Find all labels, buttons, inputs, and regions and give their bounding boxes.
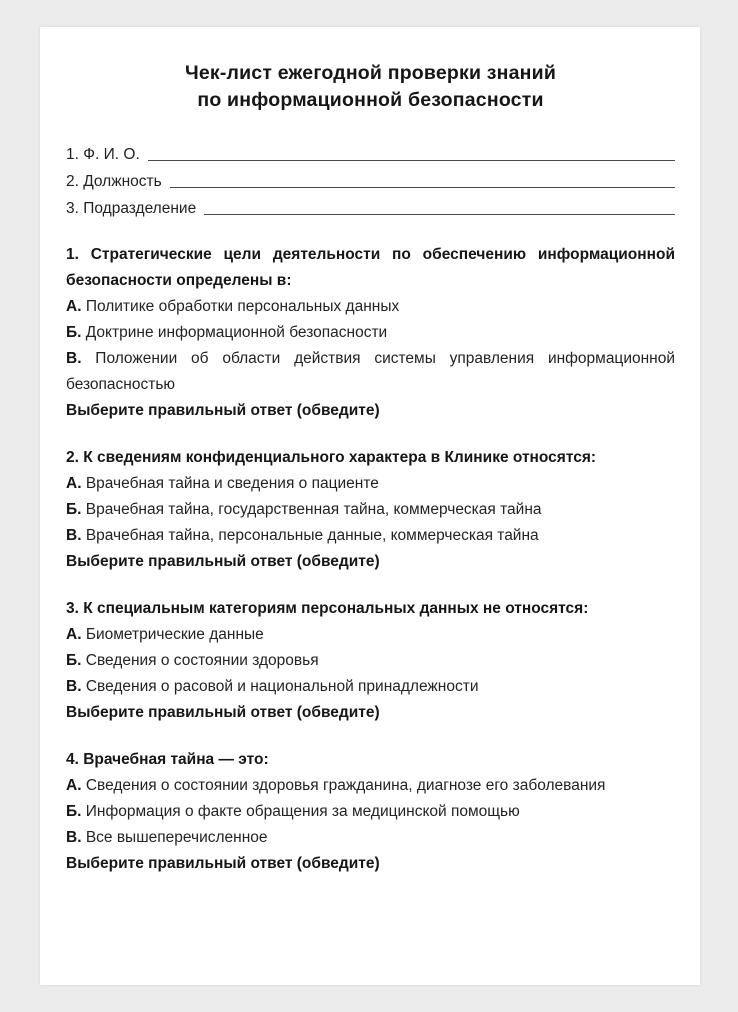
option-letter: В. xyxy=(66,527,82,544)
option-text: Политике обработки персональных данных xyxy=(85,298,400,315)
question-4-option-v xyxy=(66,825,675,851)
field-row-position xyxy=(66,167,675,194)
option-letter: Б. xyxy=(66,803,82,820)
option-letter: А. xyxy=(66,777,82,794)
document-page xyxy=(40,27,700,985)
option-text: Положении об области действия системы управления информационной безопасностью xyxy=(66,350,675,393)
question-2-option-a xyxy=(66,471,675,497)
document-title xyxy=(66,60,675,114)
question-3-heading: 3. К специальным категориям персональных данных не относятся: xyxy=(66,600,589,617)
option-text: Сведения о состоянии здоровья xyxy=(85,652,319,669)
field-label-department: 3. Подразделение xyxy=(66,200,197,217)
option-text: Информация о факте обращения за медицинской помощью xyxy=(85,803,520,820)
option-letter: В. xyxy=(66,350,82,367)
option-text: Сведения о расовой и национальной принадлежности xyxy=(85,678,479,695)
question-1-heading: 1. Стратегические цели деятельности по обеспечению информационной безопасности определены в: xyxy=(66,246,675,289)
question-1-option-a xyxy=(66,294,675,320)
option-letter: А. xyxy=(66,475,82,492)
option-text: Все вышеперечисленное xyxy=(85,829,268,846)
question-4-option-b xyxy=(66,799,675,825)
option-text: Врачебная тайна и сведения о пациенте xyxy=(85,475,379,492)
question-4-instruction: Выберите правильный ответ (обведите) xyxy=(66,855,380,872)
question-4 xyxy=(66,747,675,877)
option-text: Доктрине информационной безопасности xyxy=(85,324,388,341)
question-2-option-v xyxy=(66,523,675,549)
question-4-option-a xyxy=(66,773,675,799)
option-letter: В. xyxy=(66,678,82,695)
option-letter: А. xyxy=(66,298,82,315)
field-blank-line-position xyxy=(170,187,675,188)
field-row-fio xyxy=(66,140,675,167)
field-label-fio: 1. Ф. И. О. xyxy=(66,146,140,163)
personal-fields xyxy=(66,140,675,221)
option-letter: А. xyxy=(66,626,82,643)
question-4-heading: 4. Врачебная тайна — это: xyxy=(66,751,269,768)
question-1 xyxy=(66,242,675,424)
question-1-option-v xyxy=(66,346,675,398)
question-3-option-a xyxy=(66,622,675,648)
question-3 xyxy=(66,596,675,726)
question-1-instruction: Выберите правильный ответ (обведите) xyxy=(66,402,380,419)
option-text: Врачебная тайна, государственная тайна, коммерческая тайна xyxy=(85,501,542,518)
option-letter: В. xyxy=(66,829,82,846)
question-2-option-b xyxy=(66,497,675,523)
field-blank-line-department xyxy=(204,214,675,215)
question-2-instruction: Выберите правильный ответ (обведите) xyxy=(66,553,380,570)
question-2 xyxy=(66,445,675,575)
option-letter: Б. xyxy=(66,324,82,341)
question-3-option-v xyxy=(66,674,675,700)
question-3-instruction: Выберите правильный ответ (обведите) xyxy=(66,704,380,721)
field-label-position: 2. Должность xyxy=(66,173,162,190)
option-letter: Б. xyxy=(66,652,82,669)
option-text: Врачебная тайна, персональные данные, коммерческая тайна xyxy=(85,527,539,544)
document-content xyxy=(40,27,700,877)
document-title-line-2: по информационной безопасности xyxy=(197,89,544,111)
question-1-option-b xyxy=(66,320,675,346)
question-2-heading: 2. К сведениям конфиденциального характера в Клинике относятся: xyxy=(66,449,597,466)
option-letter: Б. xyxy=(66,501,82,518)
field-blank-line-fio xyxy=(148,160,675,161)
option-text: Сведения о состоянии здоровья гражданина, диагнозе его заболевания xyxy=(85,777,606,794)
option-text: Биометрические данные xyxy=(85,626,264,643)
question-3-option-b xyxy=(66,648,675,674)
field-row-department xyxy=(66,194,675,221)
document-title-line-1: Чек-лист ежегодной проверки знаний xyxy=(184,62,557,84)
